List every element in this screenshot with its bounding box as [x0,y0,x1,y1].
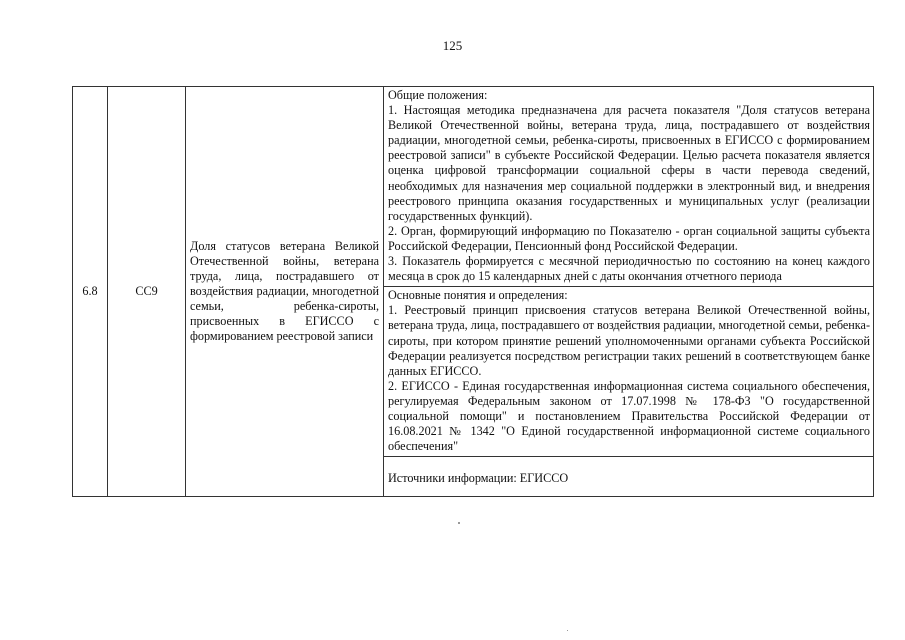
indicator-code-cell [108,87,186,497]
row-number: 6.8 [82,284,98,299]
row-number-cell [73,87,108,497]
scan-speck [458,522,460,524]
definition-item-2: 2. ЕГИССО - Единая государственная информационная система социального обеспечения, регулируемая Федеральным законом от 17.07.1998 № 178-ФЗ "О государственной социальной помощи" и постановлением Правительства Российской Федерации от 16.08.2021 № 1342 "О Единой государственной информационной системе социального обеспечения" [388,378,870,454]
sources-text: Источники информации: ЕГИССО [388,471,569,486]
scan-speck [567,630,568,631]
definition-item-1: 1. Реестровый принцип присвоения статусов ветерана Великой Отечественной войны, ветерана труда, лица, пострадавшего от воздействия радиации, многодетной семьи, ребенка-сироты, при котором принятие решений уполномоченными органами субъекта Российской Федерации реализуется посредством регистрации таких решений в соответствующем банке данных ЕГИССО. [388,303,870,378]
indicator-name-cell [186,87,384,497]
methodology-table [72,86,874,497]
definitions-cell [384,287,874,457]
indicator-code: СС9 [135,284,158,299]
sources-cell [384,457,874,497]
table-row [73,87,874,287]
general-item-1: 1. Настоящая методика предназначена для расчета показателя "Доля статусов ветерана Великой Отечественной войны, ветерана труда, лица, пострадавшего от воздействия радиации, многодетной семьи, ребенка-сироты, присвоенных в ЕГИССО с формированием реестровой записи" в субъекте Российской Федерации. Целью расчета показателя является оценка цифровой трансформации социальной сферы в части перевода сведений, необходимых для назначения мер социальной поддержки в электронный вид, и внедрения реестрового принципа оказания государственных и муниципальных услуг (реализации государственных функций). [388,103,870,223]
general-item-2: 2. Орган, формирующий информацию по Показателю - орган социальной защиты субъекта Российской Федерации, Пенсионный фонд Российской Федерации. [388,223,870,253]
general-heading: Общие положения: [388,88,488,102]
general-provisions-cell [384,87,874,287]
page-number: 125 [442,38,463,53]
general-item-3: 3. Показатель формируется с месячной периодичностью по состоянию на конец каждого месяца в срок до 15 календарных дней с даты окончания отчетного периода [388,254,870,284]
definitions-heading: Основные понятия и определения: [388,288,568,303]
indicator-name: Доля статусов ветерана Великой Отечественной войны, ветерана труда, лица, пострадавшего от воздействия радиации, многодетной семьи, ребенка-сироты, присвоенных в ЕГИССО с формированием реестровой записи [190,238,379,344]
